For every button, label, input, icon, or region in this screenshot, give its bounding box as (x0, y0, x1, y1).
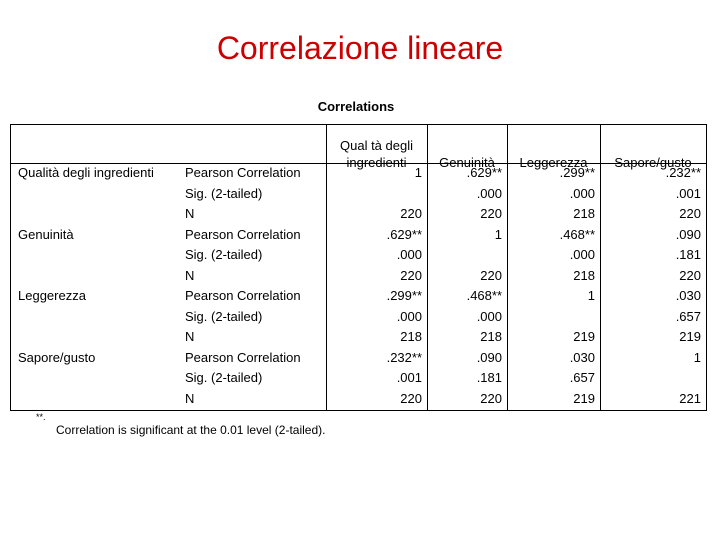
table-cell: 219 (573, 329, 595, 344)
stat-label: N (185, 267, 195, 283)
column-header-text: Qual tà degli (340, 138, 413, 153)
table-cell: .299** (386, 288, 422, 303)
table-cell: 220 (679, 206, 701, 221)
table-cell: .629** (386, 226, 422, 242)
table-cell: .090 (675, 226, 701, 242)
table-cell: .000 (569, 247, 595, 262)
table-cell: .001 (675, 185, 701, 201)
slide-title: Correlazione lineare (216, 30, 504, 66)
table-cell: 218 (573, 206, 595, 221)
table-cell: .657 (569, 370, 595, 385)
stat-label: Pearson Correlation (185, 226, 301, 242)
table-cell: .030 (569, 349, 595, 365)
table-cell: .629** (466, 165, 502, 180)
stat-label: Sig. (2-tailed) (185, 370, 263, 385)
table-cell: .001 (396, 370, 422, 385)
table-cell: .000 (476, 185, 502, 201)
table-cell: 218 (480, 329, 502, 344)
stat-label: Sig. (2-tailed) (185, 185, 263, 201)
table-cell: 221 (679, 390, 701, 406)
table-cell: .090 (476, 349, 502, 365)
table-cell: .232** (386, 349, 422, 365)
table-cell: 1 (587, 288, 595, 303)
row-variable-label: Sapore/gusto (18, 349, 96, 365)
stat-label: N (185, 329, 195, 344)
table-cell: 220 (480, 206, 502, 221)
stat-label: Pearson Correlation (185, 349, 301, 365)
table-cell: 220 (679, 267, 701, 283)
table-cell: 219 (679, 329, 701, 344)
table-cell: .232** (665, 165, 701, 180)
table-cell: 1 (414, 165, 422, 180)
row-variable-label: Qualità degli ingredienti (18, 165, 154, 180)
row-variable-label: Genuinità (18, 226, 74, 242)
table-border-right (706, 124, 707, 411)
table-cell: 219 (573, 390, 595, 406)
table-cell: 220 (480, 390, 502, 406)
table-cell: .000 (476, 308, 502, 324)
table-border-top (10, 124, 707, 125)
table-cell: 220 (400, 206, 422, 221)
footnote-text: Correlation is significant at the 0.01 level (2-tailed). (56, 423, 326, 437)
stat-label: Sig. (2-tailed) (185, 247, 263, 262)
column-header-text: ingredienti (346, 155, 407, 170)
table-cell: .468** (466, 288, 502, 303)
table-cell: 218 (400, 329, 422, 344)
stat-label: Pearson Correlation (185, 288, 301, 303)
table-cell: .000 (396, 247, 422, 262)
table-cell: 1 (693, 349, 701, 365)
table-cell: 1 (494, 226, 502, 242)
table-cell: .181 (476, 370, 502, 385)
column-header-leggerezza: Leggerezza (519, 155, 588, 170)
table-cell: 218 (573, 267, 595, 283)
table-border-left (10, 124, 11, 411)
stat-label: N (185, 390, 195, 406)
stat-label: N (185, 206, 195, 221)
table-border-bottom (10, 410, 707, 411)
table-cell: .000 (569, 185, 595, 201)
table-cell: .000 (396, 308, 422, 324)
table-cell: 220 (400, 390, 422, 406)
stat-label: Sig. (2-tailed) (185, 308, 263, 324)
table-cell: .030 (675, 288, 701, 303)
row-variable-label: Leggerezza (18, 288, 86, 303)
footnote-marker: **. (36, 412, 46, 422)
table-cell: .657 (675, 308, 701, 324)
table-caption: Correlations (317, 99, 395, 114)
table-cell: 220 (400, 267, 422, 283)
table-cell: .181 (675, 247, 701, 262)
column-header-genuinita: Genuinità (439, 155, 495, 170)
table-cell: .299** (559, 165, 595, 180)
stat-label: Pearson Correlation (185, 165, 301, 180)
table-cell: 220 (480, 267, 502, 283)
table-cell: .468** (559, 226, 595, 242)
correlations-table (10, 124, 707, 411)
column-header-sapore: Sapore/gusto (614, 155, 692, 170)
